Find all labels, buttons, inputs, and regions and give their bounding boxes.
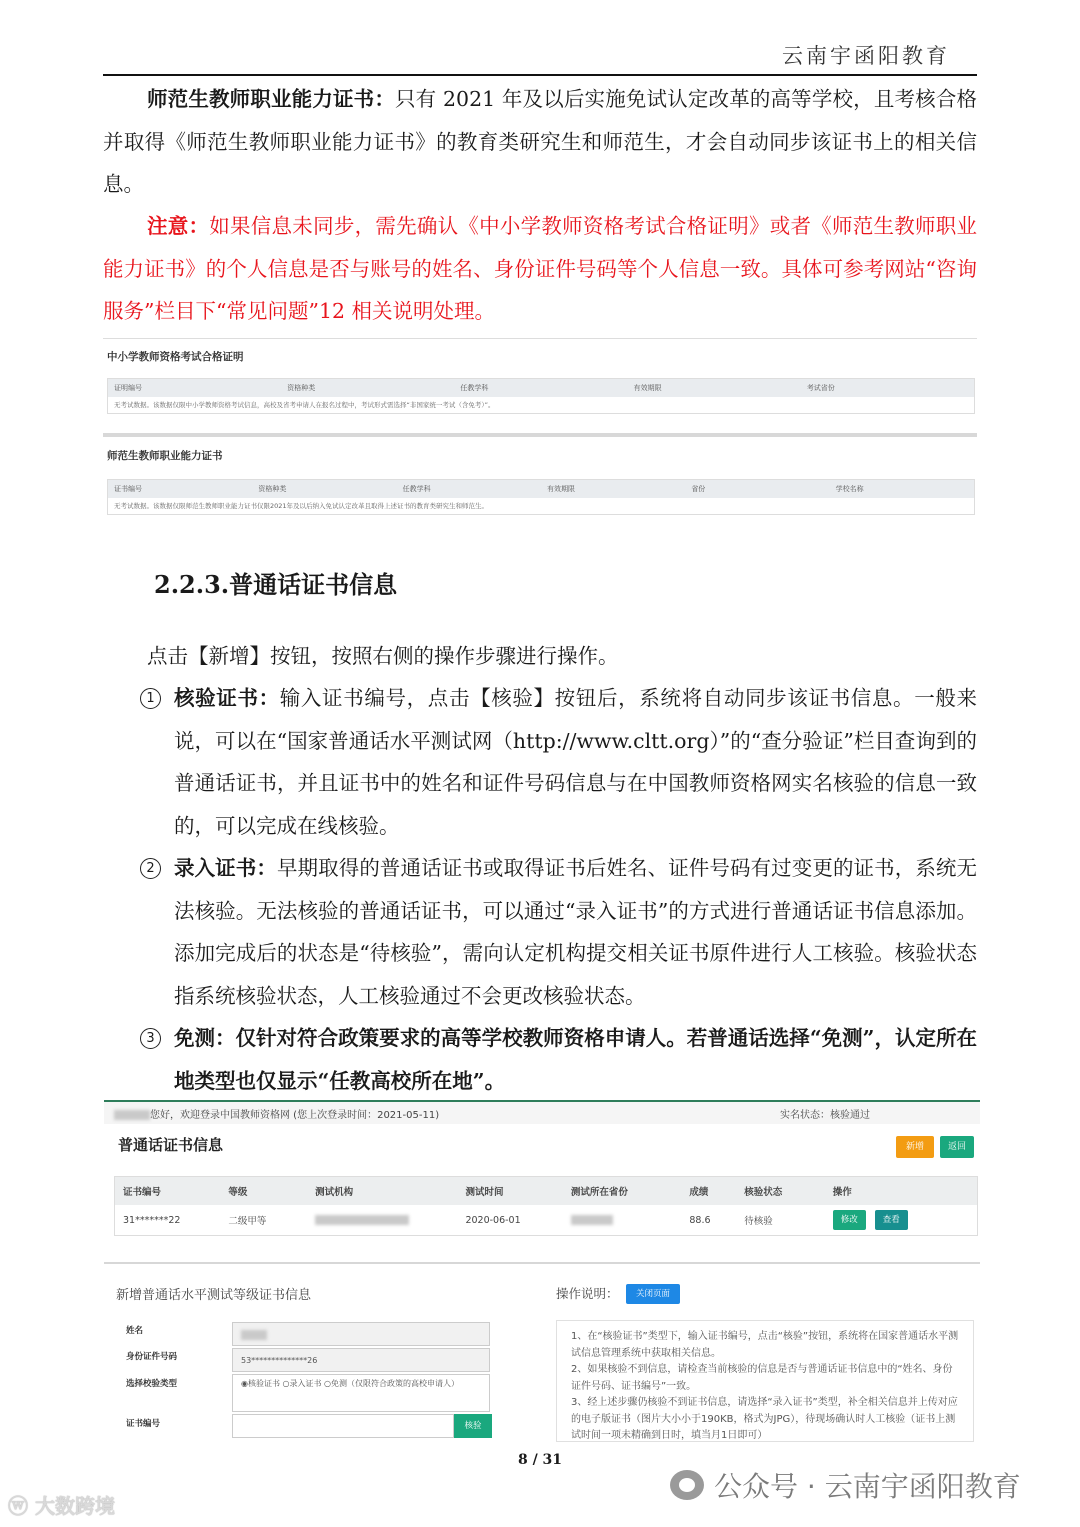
weibo-icon: ⓦ (8, 1494, 35, 1518)
item-label: 免测： (174, 1026, 236, 1050)
instructions-title: 操作说明： (556, 1286, 619, 1301)
instruction-line: 3、经上述步骤仍核验不到证书信息，请选择“录入证书”类型，补全相关信息并上传对应的电子版证书（图片大小小于190KB，格式为JPG），待现场确认时人工核验（证书上测试时间一项未精确到日时，填当月1日即可） (571, 1397, 958, 1441)
paragraph-note (103, 205, 977, 333)
form-title: 新增普通话水平测试等级证书信息 (116, 1288, 312, 1303)
verify-status: 待核验 (744, 1216, 773, 1227)
th: 等级 (228, 1187, 248, 1198)
exam-cert-panel (103, 338, 977, 435)
id-label: 身份证件号码 (126, 1352, 178, 1362)
th: 任教学科 (460, 384, 489, 392)
page-title: 普通话证书信息 (118, 1136, 224, 1154)
row-actions (825, 1210, 977, 1230)
close-page-button[interactable]: 关闭页面 (626, 1284, 680, 1304)
th: 测试机构 (315, 1187, 354, 1198)
item-body (174, 847, 977, 1017)
item-body (174, 677, 977, 847)
cert-table (114, 1176, 978, 1236)
table-header (115, 1177, 977, 1205)
item-text: 输入证书编号，点击【核验】按钮后，系统将自动同步该证书信息。一般来说，可以在“国家普通话水平测试网（http://www.cltt.org）”的“查分验证”栏目查询到的普通话证书，并且证书中的姓名和证件号码信息与在中国教师资格网实名核验的信息一致的，可以完成在线核验。 (174, 686, 978, 838)
add-cert-form (104, 1264, 504, 1444)
cert-no-label: 证书编号 (126, 1419, 161, 1429)
item-number: 1 (140, 688, 161, 709)
th: 证明编号 (114, 384, 142, 392)
th: 资格种类 (258, 485, 287, 493)
name-label: 姓名 (126, 1326, 144, 1336)
mandarin-cert-page (104, 1100, 980, 1264)
header-org: 云南宇函阳教育 (782, 44, 950, 68)
section-title: 2.2.3.普通话证书信息 (154, 570, 398, 599)
paragraph-teacher-cert (103, 78, 977, 206)
blurred-province (571, 1215, 613, 1225)
item-label: 录入证书： (174, 856, 277, 880)
cert-level: 二级甲等 (228, 1216, 267, 1227)
paragraph-text: 只有 2021 年及以后实施免试认定改革的高等学校，且考核合格并取得《师范生教师职业能力证书》的教育类研究生和师范生，才会自动同步该证书上的相关信息。 (103, 87, 978, 196)
verify-type-radio-group[interactable]: ◉核验证书 ○录入证书 ○免测（仅限符合政策的高校申请人） (232, 1374, 490, 1412)
welcome-bar (104, 1102, 980, 1124)
list-item-verify (140, 677, 977, 847)
name-field[interactable] (232, 1322, 490, 1346)
blurred-name (241, 1330, 267, 1340)
add-cert-form-panel (104, 1262, 980, 1449)
table-row (115, 1205, 977, 1235)
exam-cert-row: 无考试数据。该数据仅限中小学教师资格考试信息，高校及省考申请人在报名过程中，考试形式需选择“非国家统一考试（含免考）”。 (114, 401, 495, 409)
cert-no-input[interactable] (232, 1414, 454, 1438)
weibo-text: 大数跨境 (34, 1494, 115, 1518)
th: 操作 (832, 1187, 852, 1198)
th: 证书编号 (114, 485, 142, 493)
item-number: 3 (140, 1028, 161, 1049)
exam-cert-table (107, 378, 975, 414)
exam-cert-thead (108, 379, 974, 397)
verify-button[interactable]: 核验 (454, 1414, 492, 1438)
divider (103, 433, 977, 437)
list-item-enter (140, 847, 977, 1017)
view-button[interactable]: 查看 (875, 1210, 908, 1230)
item-number: 2 (140, 858, 161, 879)
type-label: 选择校验类型 (126, 1379, 178, 1389)
th: 有效期限 (633, 384, 662, 392)
th: 测试所在省份 (570, 1187, 628, 1198)
header-rule (103, 74, 977, 76)
th: 证书编号 (123, 1187, 162, 1198)
instructions-box (556, 1320, 974, 1442)
item-label: 核验证书： (174, 686, 280, 710)
page-number: 8 / 31 (517, 1452, 563, 1468)
item-text: 早期取得的普通话证书或取得证书后姓名、证件号码有过变更的证书，系统无法核验。无法核验的普通话证书，可以通过“录入证书”的方式进行普通话证书信息添加。添加完成后的状态是“待核验”，需向认定机构提交相关证书原件进行人工核验。核验状态指系统核验状态，人工核验通过不会更改核验状态。 (174, 856, 978, 1008)
instruction-line: 2、如果核验不到信息，请检查当前核验的信息是否与普通话证书信息中的“姓名、身份证件号码、证书编号”一致。 (571, 1364, 953, 1392)
item-text: 仅针对符合政策要求的高等学校教师资格申请人。若普通话选择“免测”，认定所在地类型也仅显示“任教高校所在地”。 (174, 1026, 977, 1093)
weibo-watermark (8, 1490, 115, 1519)
list-intro: 点击【新增】按钮，按照右侧的操作步骤进行操作。 (147, 644, 619, 668)
note-text: 如果信息未同步，需先确认《中小学教师资格考试合格证明》或者《师范生教师职业能力证书》的个人信息是否与账号的姓名、身份证件号码等个人信息一致。具体可参考网站“咨询服务”栏目下“常见问题”12 相关说明处理。 (103, 214, 978, 323)
score: 88.6 (689, 1214, 711, 1226)
th: 省份 (691, 485, 706, 493)
exam-cert-title: 中小学教师资格考试合格证明 (107, 351, 244, 363)
instructions-panel (556, 1264, 976, 1444)
wechat-watermark (670, 1465, 1021, 1505)
item-body (174, 1017, 977, 1102)
ability-cert-row: 无考试数据。该数据仅限师范生教师职业能力证书仅限2021年及以后纳入免试认定改革且取得上述证书的教育类研究生和师范生。 (114, 502, 489, 510)
th: 考试省份 (806, 384, 835, 392)
note-label: 注意： (147, 214, 210, 238)
th: 任教学科 (402, 485, 431, 493)
cert-no: 31*******22 (123, 1214, 181, 1226)
ability-cert-panel (103, 438, 977, 518)
blurred-org (315, 1215, 409, 1225)
test-date: 2020-06-01 (465, 1214, 521, 1226)
back-button[interactable]: 返回 (940, 1136, 974, 1158)
instruction-line: 1、在“核验证书”类型下，输入证书编号，点击“核验”按钮，系统将在国家普通话水平测试信息管理系统中获取相关信息。 (571, 1331, 959, 1359)
th: 有效期限 (546, 485, 575, 493)
edit-button[interactable]: 修改 (833, 1210, 866, 1230)
th: 核验状态 (744, 1187, 783, 1198)
blurred-username (114, 1110, 150, 1120)
th: 测试时间 (465, 1187, 504, 1198)
ability-cert-thead (108, 480, 974, 498)
test-province (563, 1215, 682, 1226)
wechat-text: 公众号 · 云南宇函阳教育 (714, 1470, 1021, 1503)
list-item-exempt (140, 1017, 977, 1102)
welcome-wrap (114, 1106, 439, 1121)
ability-cert-table (107, 479, 975, 515)
th: 资格种类 (287, 384, 316, 392)
test-org (307, 1215, 457, 1226)
realname-status: 实名状态：核验通过 (780, 1109, 870, 1121)
ability-cert-title: 师范生教师职业能力证书 (107, 450, 223, 462)
id-number-field[interactable]: 53**************26 (232, 1348, 490, 1372)
wechat-icon (670, 1470, 704, 1500)
paragraph-label: 师范生教师职业能力证书： (147, 87, 395, 111)
th: 学校名称 (835, 485, 864, 493)
th: 成绩 (689, 1187, 709, 1198)
welcome-text: 您好，欢迎登录中国教师资格网 (您上次登录时间：2021-05-11) (150, 1109, 440, 1121)
add-button[interactable]: 新增 (896, 1136, 934, 1158)
